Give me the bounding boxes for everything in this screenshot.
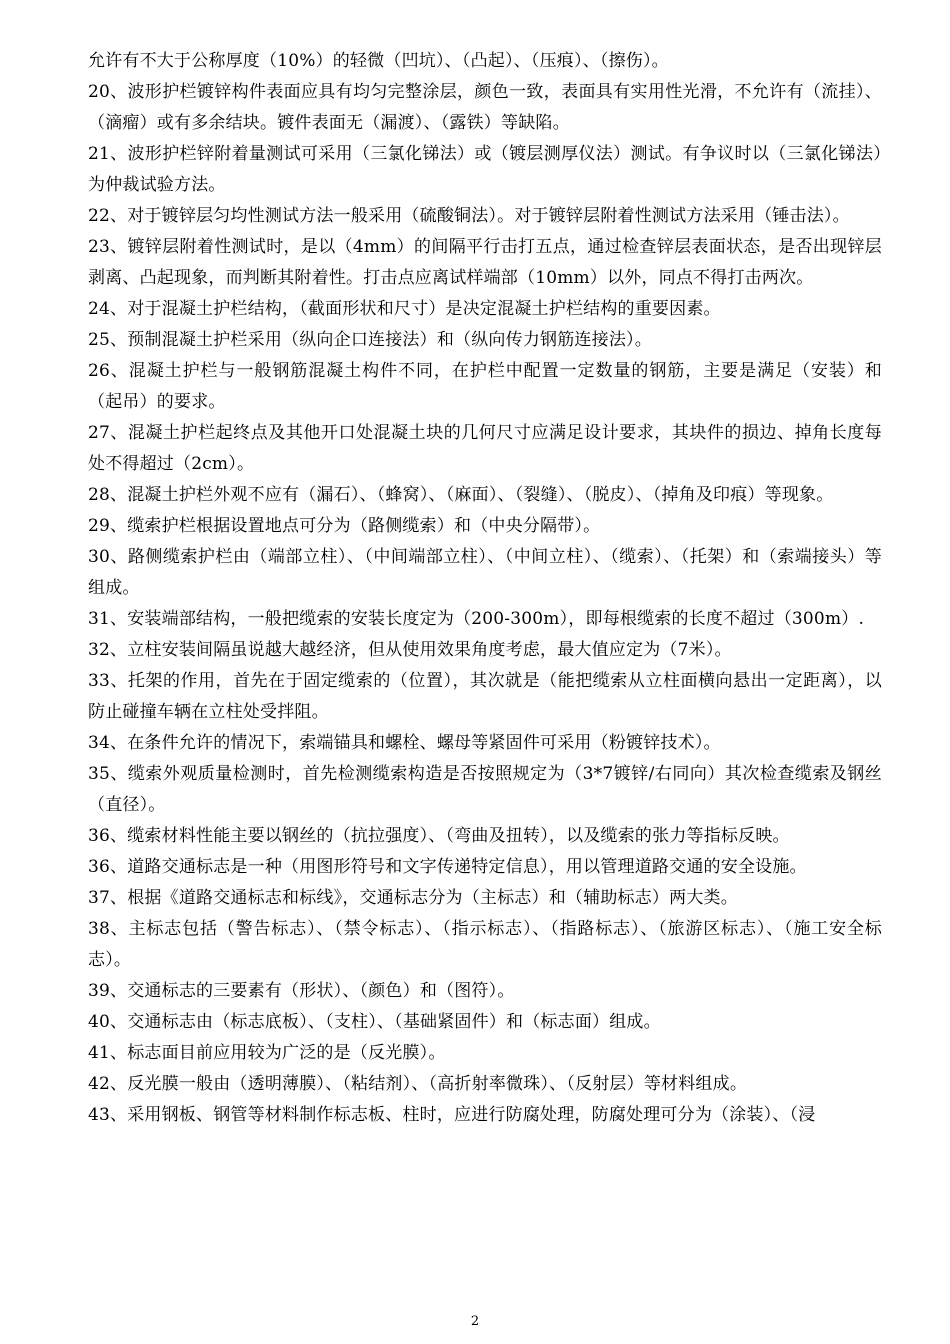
paragraph: 23、镀锌层附着性测试时，是以（4mm）的间隔平行击打五点，通过检查锌层表面状态，是否出现锌层剥离、凸起现象，而判断其附着性。打击点应离试样端部（10mm）以外，同点不得打击两次。 — [88, 237, 882, 288]
paragraph: 39、交通标志的三要素有（形状）、（颜色）和（图符）。 — [88, 981, 515, 1001]
paragraph: 20、波形护栏镀锌构件表面应具有均匀完整涂层，颜色一致，表面具有实用性光滑，不允许有（流挂）、（滴瘤）或有多余结块。镀件表面无（漏渡）、（露铁）等缺陷。 — [88, 82, 882, 133]
paragraph: 24、对于混凝土护栏结构，（截面形状和尺寸）是决定混凝土护栏结构的重要因素。 — [88, 299, 721, 319]
page-number: 2 — [470, 1314, 480, 1329]
paragraph: 允许有不大于公称厚度（10%）的轻微（凹坑）、（凸起）、（压痕）、（擦伤）。 — [88, 51, 669, 71]
paragraph: 42、反光膜一般由（透明薄膜）、（粘结剂）、（高折射率微珠）、（反射层）等材料组成。 — [88, 1074, 748, 1094]
paragraph: 33、托架的作用，首先在于固定缆索的（位置），其次就是（能把缆索从立柱面横向悬出一定距离），以防止碰撞车辆在立柱处受拌阻。 — [88, 671, 882, 722]
paragraph: 41、标志面目前应用较为广泛的是（反光膜）。 — [88, 1043, 446, 1063]
paragraph: 37、根据《道路交通标志和标线》，交通标志分为（主标志）和（辅助标志）两大类。 — [88, 888, 738, 908]
paragraph: 22、对于镀锌层匀均性测试方法一般采用（硫酸铜法）。对于镀锌层附着性测试方法采用（锤击法）。 — [88, 206, 850, 226]
paragraph: 40、交通标志由（标志底板）、（支柱）、（基础紧固件）和（标志面）组成。 — [88, 1012, 661, 1032]
paragraph: 27、混凝土护栏起终点及其他开口处混凝土块的几何尺寸应满足设计要求，其块件的损边、掉角长度每处不得超过（2cm）。 — [88, 423, 882, 474]
paragraph: 35、缆索外观质量检测时，首先检测缆索构造是否按照规定为（3*7镀锌/右同向）其次检查缆索及钢丝（直径）。 — [88, 764, 882, 815]
paragraph: 43、采用钢板、钢管等材料制作标志板、柱时，应进行防腐处理，防腐处理可分为（涂装）、（浸 — [88, 1105, 816, 1125]
paragraph: 36、缆索材料性能主要以钢丝的（抗拉强度）、（弯曲及扭转），以及缆索的张力等指标反映。 — [88, 826, 790, 846]
paragraph: 31、安装端部结构，一般把缆索的安装长度定为（200-300m），即每根缆索的长度不超过（300m）. — [88, 609, 865, 629]
paragraph: 29、缆索护栏根据设置地点可分为（路侧缆索）和（中央分隔带）。 — [88, 516, 601, 536]
paragraph: 36、道路交通标志是一种（用图形符号和文字传递特定信息），用以管理道路交通的安全设施。 — [88, 857, 807, 877]
paragraph: 30、路侧缆索护栏由（端部立柱）、（中间端部立柱）、（中间立柱）、（缆索）、（托架）和（索端接头）等组成。 — [88, 547, 882, 598]
paragraph: 25、预制混凝土护栏采用（纵向企口连接法）和（纵向传力钢筋连接法）。 — [88, 330, 652, 350]
document-body — [88, 46, 882, 1131]
paragraph: 38、主标志包括（警告标志）、（禁令标志）、（指示标志）、（指路标志）、（旅游区标志）、（施工安全标志）。 — [88, 919, 882, 970]
paragraph: 26、混凝土护栏与一般钢筋混凝土构件不同，在护栏中配置一定数量的钢筋，主要是满足（安装）和（起吊）的要求。 — [88, 361, 882, 412]
paragraph: 21、波形护栏锌附着量测试可采用（三氯化锑法）或（镀层测厚仪法）测试。有争议时以（三氯化锑法）为仲裁试验方法。 — [88, 144, 882, 195]
paragraph: 28、混凝土护栏外观不应有（漏石）、（蜂窝）、（麻面）、（裂缝）、（脱皮）、（掉角及印痕）等现象。 — [88, 485, 834, 505]
paragraph: 34、在条件允许的情况下，索端锚具和螺栓、螺母等紧固件可采用（粉镀锌技术）。 — [88, 733, 721, 753]
paragraph: 32、立柱安装间隔虽说越大越经济，但从使用效果角度考虑，最大值应定为（7米）。 — [88, 640, 732, 660]
